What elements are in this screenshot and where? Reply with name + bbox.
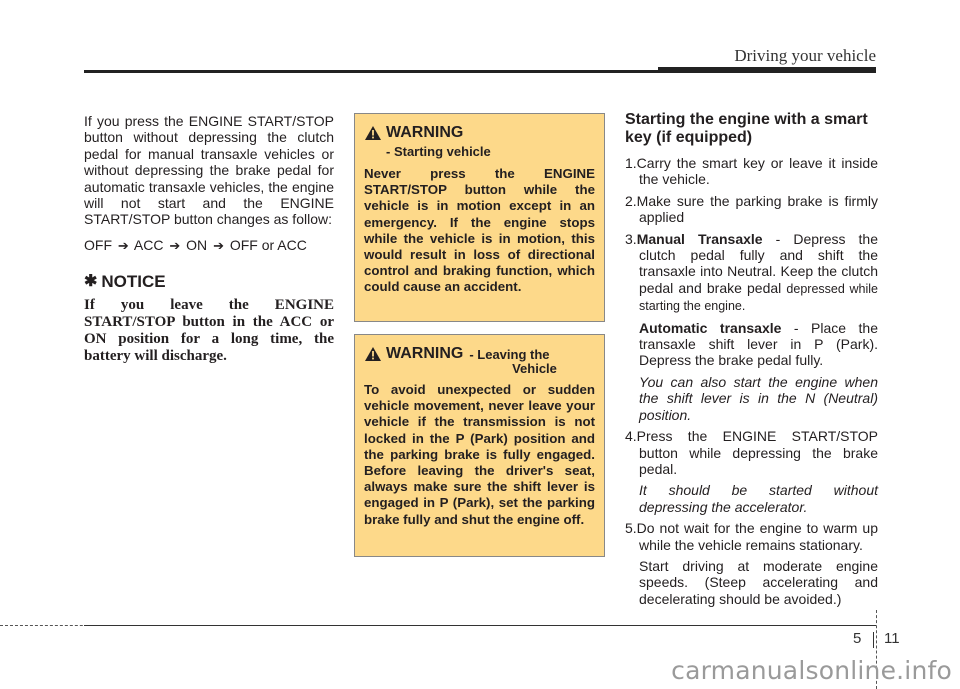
warning-subtitle-cont: Vehicle [512,361,557,376]
step-3 [625,231,878,315]
seq-on: ON [186,236,208,253]
warning-subtitle: - Leaving the [469,346,550,362]
arrow-right-icon: ➔ [117,237,129,253]
step-3-automatic-label: Automatic transaxle [639,319,782,336]
step-5: 5.Do not wait for the engine to warm up while the vehicle remains stationary. [625,520,878,553]
footer-rule [84,625,876,626]
warning-box-starting [354,113,605,322]
step-3-automatic-text: - Place the transaxle shift lever in P (Park). Depress the brake pedal fully. [639,319,878,369]
step-4: 4.Press the ENGINE START/STOP button while depressing the brake pedal. [625,428,878,477]
warning-body: Never press the ENGINE START/STOP button while the vehicle is in motion except in an emergency. If the engine stops while the vehicle is in motion, this would result in loss of directional control and braking function, which could cause an accident. [364,166,595,295]
header-rule [84,70,658,73]
header-title: Driving your vehicle [734,46,876,65]
left-column [84,113,334,365]
seq-final: OFF or ACC [229,236,307,253]
notice-body: If you leave the ENGINE START/STOP button in the ACC or ON position for a long time, the battery will discharge. [84,296,334,365]
step-3-note: You can also start the engine when the shift lever is in the N (Neutral) position. [639,373,878,423]
warning-box-leaving [354,334,605,557]
notice-heading [84,274,334,290]
page-number-separator [873,632,874,648]
warning-header [364,122,595,144]
warning-triangle-icon [364,346,382,362]
step-3-manual-label: Manual Transaxle [636,230,763,247]
warning-label: WARNING [386,124,464,141]
step-4-note: It should be started without depressing the accelerator. [639,482,878,515]
step-3-manual-text-end: depressed while starting the engine. [639,281,878,314]
warning-label: WARNING [386,345,464,362]
step-5-continued: Start driving at moderate engine speeds. (Steep accelerating and decelerating should be avoided.) [639,557,878,607]
seq-acc: ACC [133,236,164,253]
button-sequence [84,237,334,254]
warning-body: To avoid unexpected or sudden vehicle movement, never leave your vehicle if the transmission is not locked in the P (Park) position and the parking brake is fully engaged. Before leaving the driver's seat, always make sure the shift lever is engaged in P (Park), set the parking brake fully and shut the engine off. [364,382,595,527]
warning-subtitle: - Starting vehicle [386,144,491,159]
notice-title: NOTICE [101,272,166,292]
step-2: 2.Make sure the parking brake is firmly applied [625,192,878,226]
seq-off: OFF [84,236,112,253]
step-1: 1.Carry the smart key or leave it inside the vehicle. [625,155,878,188]
warning-triangle-icon [364,125,382,141]
intro-paragraph: If you press the ENGINE START/STOP button without depressing the clutch pedal for manual transaxle vehicles or without depressing the brake pedal for automatic transaxle vehicles, the engine will not start and the ENGINE START/STOP button changes as follow: [84,113,334,228]
arrow-right-icon: ➔ [169,237,181,253]
notice-star-icon: ✱ [84,273,98,291]
step-3-manual-text: - Depress the clutch pedal fully and shift the transaxle into Neutral. Keep the clutch pedal and brake pedal [639,230,878,296]
page-number: 11 [884,630,900,647]
section-title: Starting the engine with a smart key (if equipped) [625,111,868,146]
chapter-number: 5 [853,630,862,647]
arrow-right-icon: ➔ [213,237,224,253]
watermark: carmanualsonline.info [671,656,952,685]
step-3-automatic [625,320,878,369]
header-rule-thick [658,67,876,73]
right-column [625,111,878,612]
step-3-number: 3. [625,230,637,247]
